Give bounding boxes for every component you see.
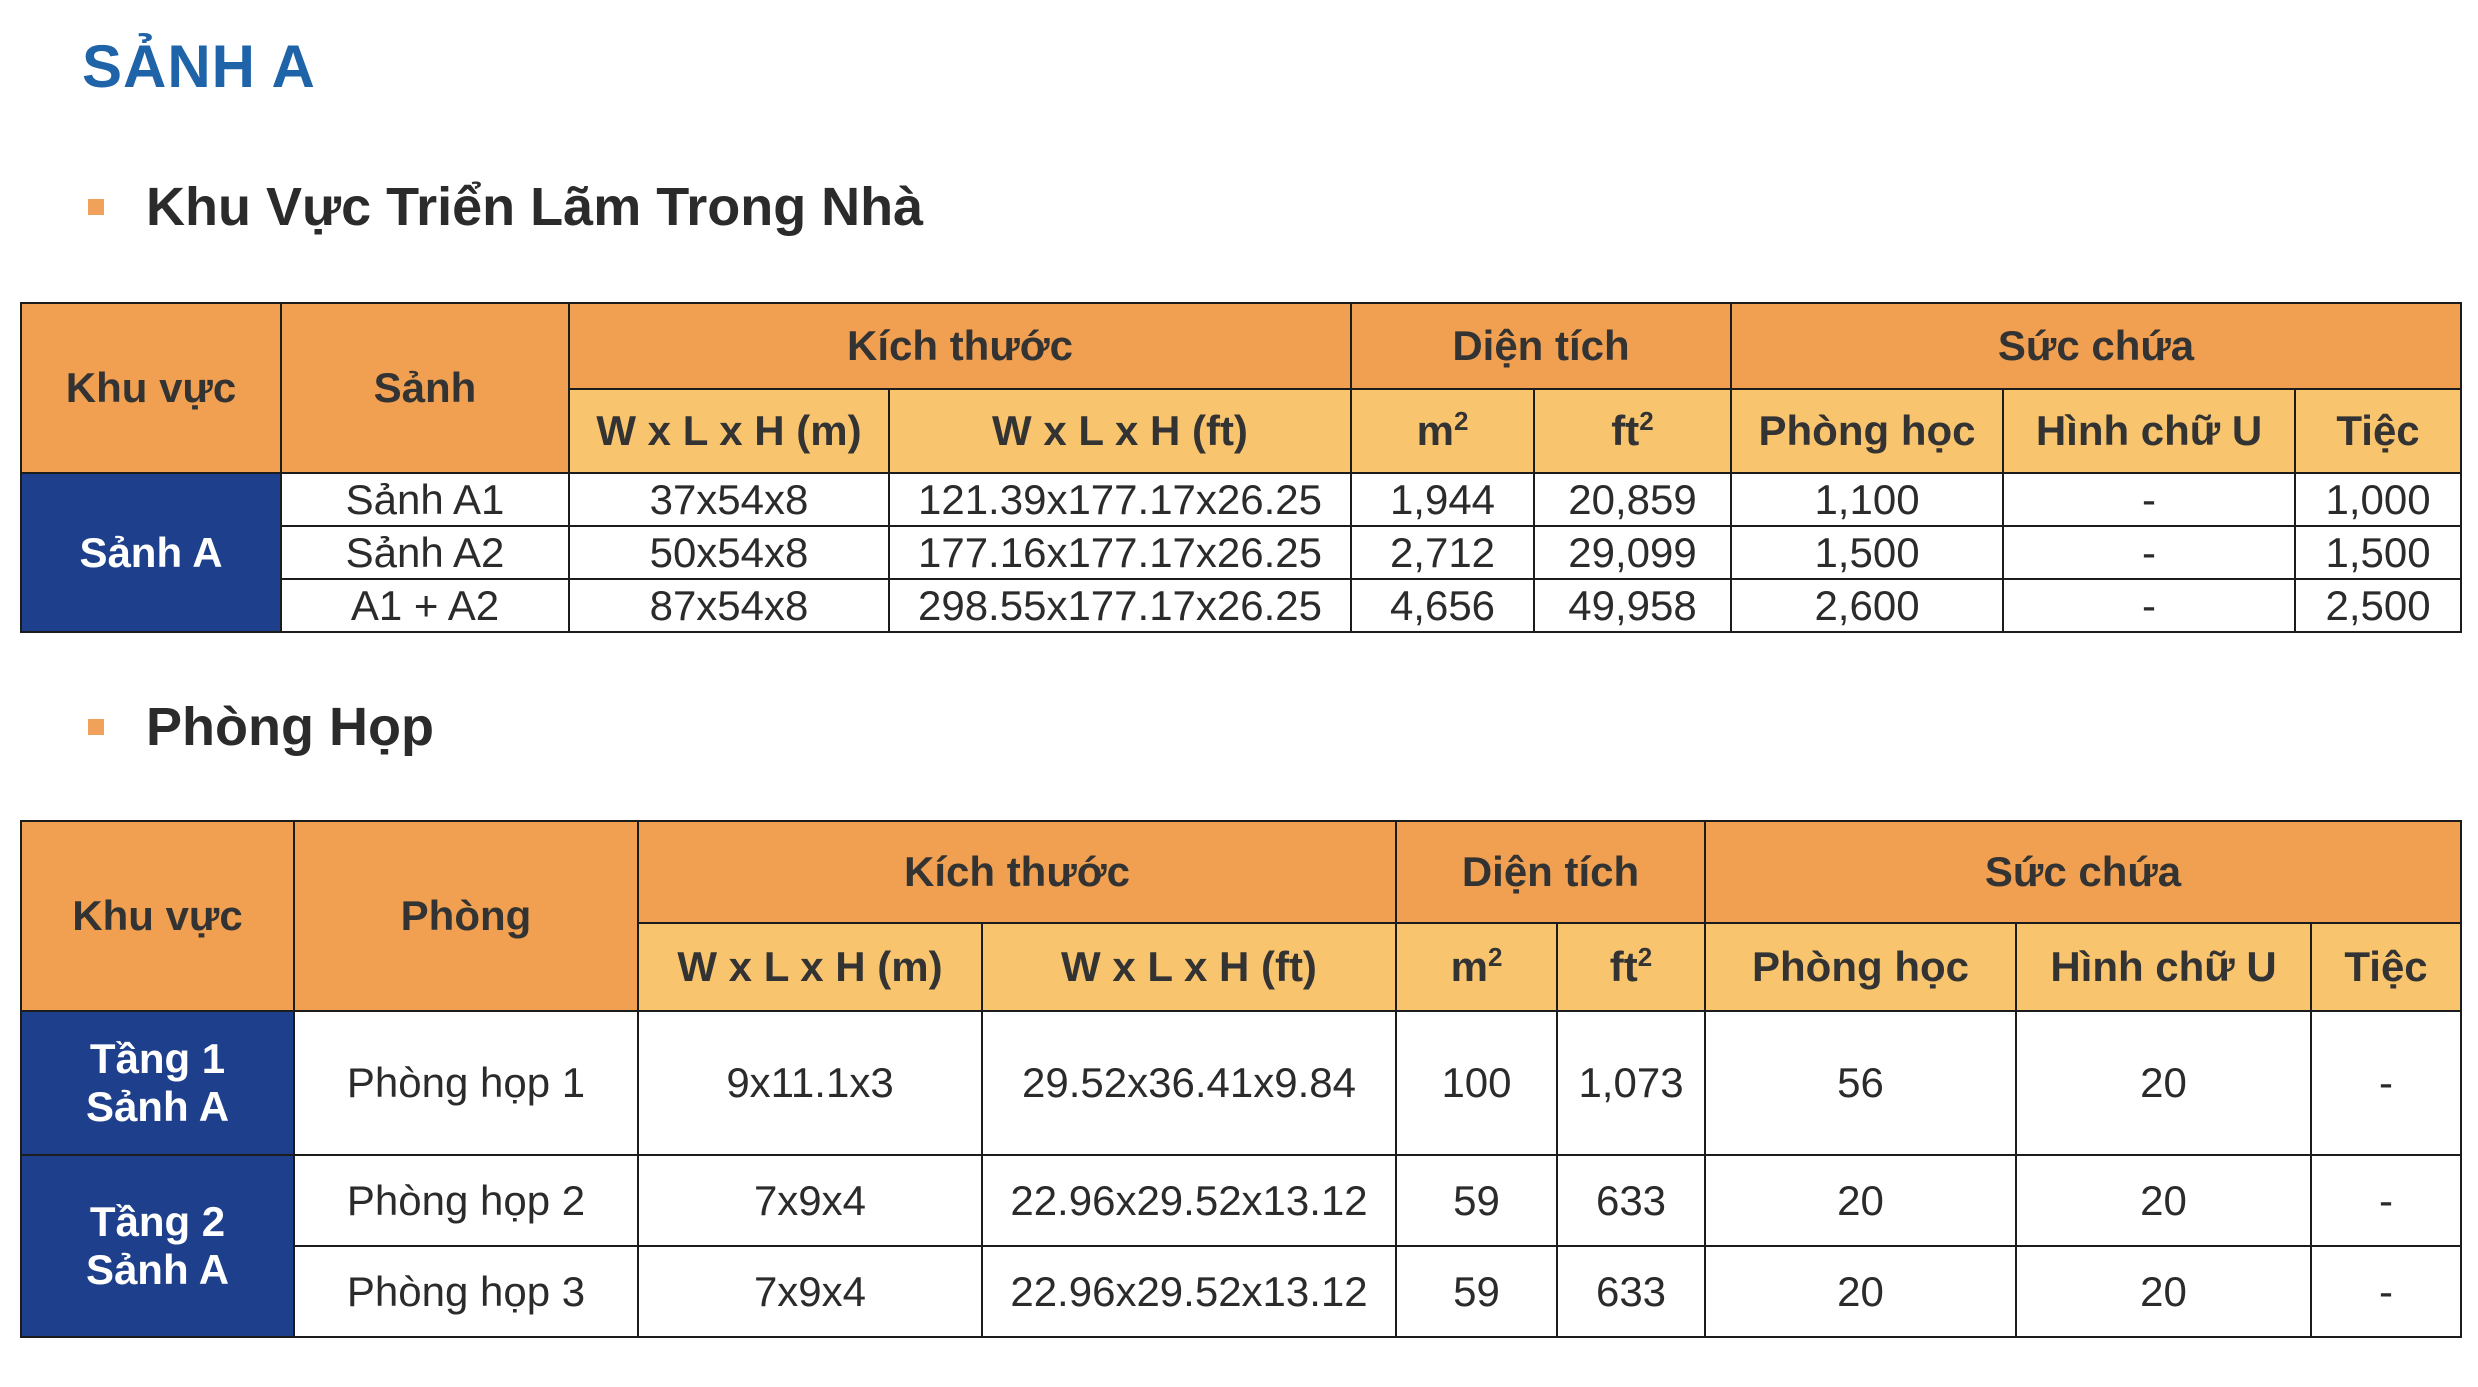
area-m2: 100: [1396, 1011, 1557, 1155]
size-ft: 177.16x177.17x26.25: [889, 526, 1351, 579]
area-m2: 1,944: [1351, 473, 1534, 526]
header-hall: Sảnh: [281, 303, 569, 473]
header-size: Kích thước: [569, 303, 1351, 389]
square-bullet-icon: [88, 199, 104, 215]
table-row: [21, 1011, 2461, 1155]
area-cell: Tầng 1 Sảnh A: [21, 1011, 294, 1155]
header-area: Khu vực: [21, 821, 294, 1011]
size-m: 7x9x4: [638, 1246, 982, 1337]
area-ft2: 1,073: [1557, 1011, 1705, 1155]
table-row: [21, 1155, 2461, 1246]
capacity-ushape: -: [2003, 526, 2295, 579]
capacity-banquet: 1,000: [2295, 473, 2461, 526]
size-ft: 29.52x36.41x9.84: [982, 1011, 1396, 1155]
size-m: 7x9x4: [638, 1155, 982, 1246]
area-cell: Tầng 2 Sảnh A: [21, 1155, 294, 1337]
capacity-ushape: -: [2003, 579, 2295, 632]
header-capacity: Sức chứa: [1705, 821, 2461, 923]
area-m2: 59: [1396, 1155, 1557, 1246]
size-m: 50x54x8: [569, 526, 889, 579]
capacity-classroom: 1,500: [1731, 526, 2003, 579]
room-name: Phòng họp 3: [294, 1246, 638, 1337]
header-size-m: W x L x H (m): [569, 389, 889, 473]
header-ft2: $ft^2$: [1557, 923, 1705, 1011]
capacity-ushape: 20: [2016, 1011, 2311, 1155]
meeting-room-table: [20, 820, 2462, 1338]
area-cell: Sảnh A: [21, 473, 281, 632]
header-size-m: W x L x H (m): [638, 923, 982, 1011]
size-m: 37x54x8: [569, 473, 889, 526]
area-m2: 2,712: [1351, 526, 1534, 579]
capacity-ushape: 20: [2016, 1246, 2311, 1337]
size-ft: 22.96x29.52x13.12: [982, 1155, 1396, 1246]
header-area: Khu vực: [21, 303, 281, 473]
header-ushape: Hình chữ U: [2016, 923, 2311, 1011]
capacity-banquet: 1,500: [2295, 526, 2461, 579]
capacity-classroom: 2,600: [1731, 579, 2003, 632]
capacity-banquet: -: [2311, 1246, 2461, 1337]
header-classroom: Phòng học: [1705, 923, 2016, 1011]
header-banquet: Tiệc: [2311, 923, 2461, 1011]
capacity-ushape: -: [2003, 473, 2295, 526]
capacity-ushape: 20: [2016, 1155, 2311, 1246]
capacity-classroom: 20: [1705, 1155, 2016, 1246]
header-banquet: Tiệc: [2295, 389, 2461, 473]
table-row: [21, 473, 2461, 526]
area-m2: 4,656: [1351, 579, 1534, 632]
capacity-banquet: -: [2311, 1011, 2461, 1155]
header-area-size: Diện tích: [1396, 821, 1705, 923]
capacity-classroom: 1,100: [1731, 473, 2003, 526]
room-name: Phòng họp 1: [294, 1011, 638, 1155]
header-room: Phòng: [294, 821, 638, 1011]
square-bullet-icon: [88, 719, 104, 735]
header-size-ft: W x L x H (ft): [889, 389, 1351, 473]
header-size-ft: W x L x H (ft): [982, 923, 1396, 1011]
header-area-size: Diện tích: [1351, 303, 1731, 389]
area-ft2: 633: [1557, 1246, 1705, 1337]
header-classroom: Phòng học: [1731, 389, 2003, 473]
capacity-banquet: -: [2311, 1155, 2461, 1246]
room-name: Phòng họp 2: [294, 1155, 638, 1246]
area-m2: 59: [1396, 1246, 1557, 1337]
table-row: [21, 1246, 2461, 1337]
header-size: Kích thước: [638, 821, 1396, 923]
area-ft2: 633: [1557, 1155, 1705, 1246]
header-capacity: Sức chứa: [1731, 303, 2461, 389]
capacity-classroom: 20: [1705, 1246, 2016, 1337]
capacity-classroom: 56: [1705, 1011, 2016, 1155]
section-heading-meeting-rooms: [88, 696, 434, 758]
hall-name: Sảnh A1: [281, 473, 569, 526]
header-m2: $m^2$: [1396, 923, 1557, 1011]
size-ft: 22.96x29.52x13.12: [982, 1246, 1396, 1337]
table-row: [21, 579, 2461, 632]
area-ft2: 29,099: [1534, 526, 1731, 579]
section-title: Phòng Họp: [146, 697, 434, 757]
size-ft: 121.39x177.17x26.25: [889, 473, 1351, 526]
area-ft2: 49,958: [1534, 579, 1731, 632]
size-ft: 298.55x177.17x26.25: [889, 579, 1351, 632]
page-title: SẢNH A: [82, 33, 316, 100]
size-m: 9x11.1x3: [638, 1011, 982, 1155]
size-m: 87x54x8: [569, 579, 889, 632]
hall-name: Sảnh A2: [281, 526, 569, 579]
section-title: Khu Vực Triển Lãm Trong Nhà: [146, 177, 924, 237]
area-ft2: 20,859: [1534, 473, 1731, 526]
hall-name: A1 + A2: [281, 579, 569, 632]
header-ushape: Hình chữ U: [2003, 389, 2295, 473]
exhibition-hall-table: [20, 302, 2462, 633]
capacity-banquet: 2,500: [2295, 579, 2461, 632]
section-heading-exhibition: [88, 176, 923, 238]
header-ft2: $ft^2$: [1534, 389, 1731, 473]
table-row: [21, 526, 2461, 579]
header-m2: $m^2$: [1351, 389, 1534, 473]
